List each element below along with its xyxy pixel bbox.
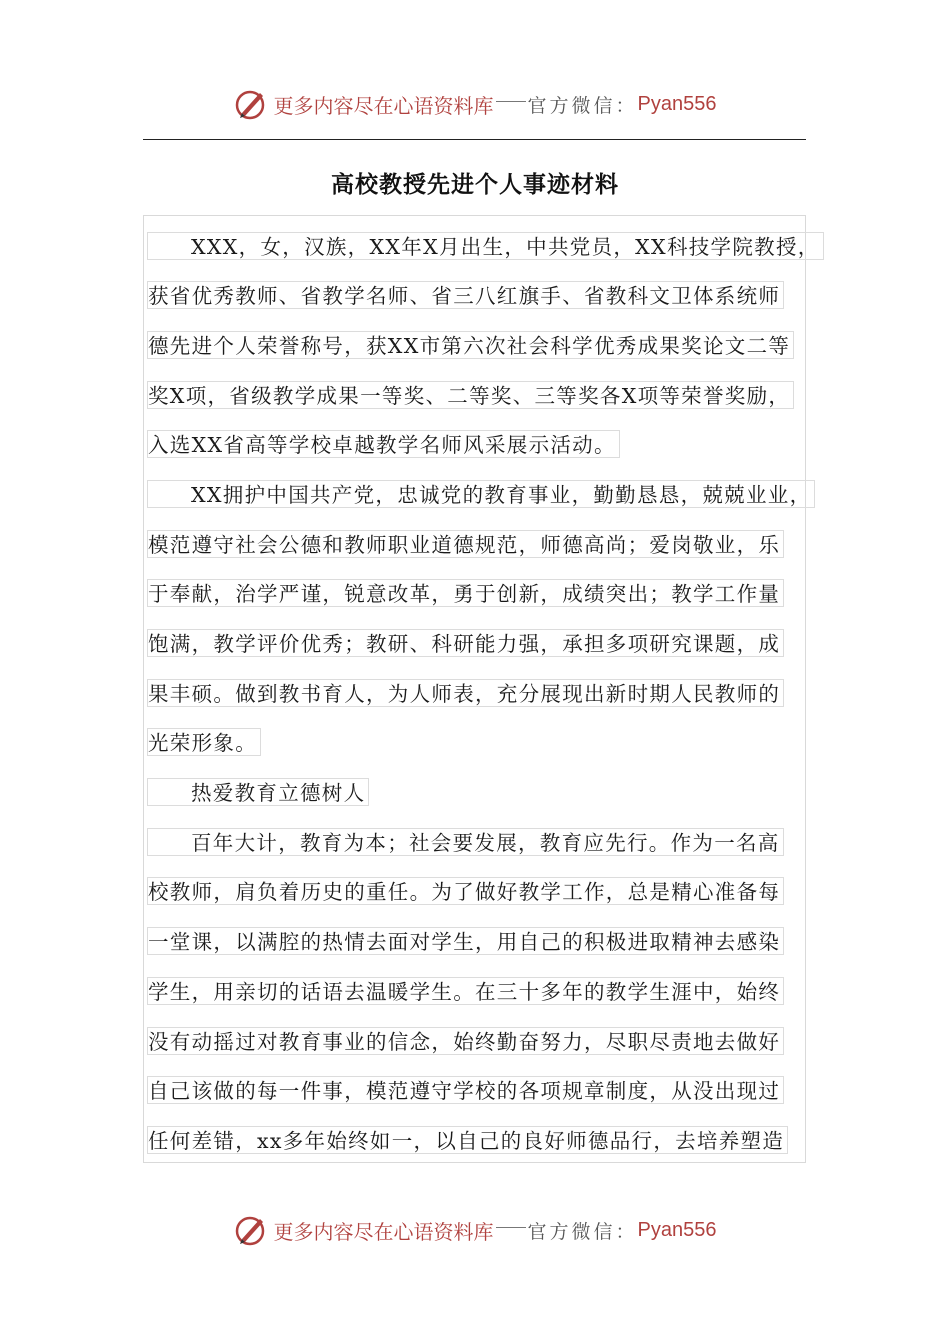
- banner-main-text: 更多内容尽在心语资料库: [273, 93, 494, 118]
- text-line-content: 光荣形象。: [147, 728, 261, 756]
- banner-wechat-id: Pyan556: [637, 1218, 717, 1241]
- text-line: [147, 667, 817, 717]
- footer-banner: [0, 1210, 950, 1250]
- header-divider: [143, 139, 806, 140]
- text-line-content: 没有动摇过对教育事业的信念，始终勤奋努力，尽职尽责地去做好: [147, 1027, 784, 1055]
- text-line: [147, 916, 817, 966]
- text-line-content: 一堂课，以满腔的热情去面对学生，用自己的积极进取精神去感染: [147, 927, 784, 955]
- document-title: 高校教授先进个人事迹材料: [331, 171, 619, 198]
- text-line-content: 百年大计，教育为本；社会要发展，教育应先行。作为一名高: [147, 828, 784, 856]
- text-line-content: 入选XX省高等学校卓越教学名师风采展示活动。: [147, 430, 620, 458]
- text-line-content: 果丰硕。做到教书育人，为人师表，充分展现出新时期人民教师的: [147, 679, 784, 707]
- text-line: [147, 965, 817, 1015]
- banner-separator: [496, 101, 526, 102]
- banner-separator: [496, 1227, 526, 1228]
- pen-logo-icon: [234, 1213, 268, 1247]
- text-line: [147, 1114, 817, 1164]
- banner-wechat-id: Pyan556: [637, 92, 717, 115]
- banner-main-text: 更多内容尽在心语资料库: [273, 1219, 494, 1244]
- text-line: [147, 518, 817, 568]
- text-line: [147, 220, 820, 270]
- text-line-content: 自己该做的每一件事，模范遵守学校的各项规章制度，从没出现过: [147, 1076, 784, 1104]
- text-line-content: 模范遵守社会公德和教师职业道德规范，师德高尚；爱岗敬业，乐: [147, 530, 784, 558]
- text-line: [147, 319, 817, 369]
- text-line-content: 任何差错，xx多年始终如一，以自己的良好师德品行，去培养塑造: [147, 1126, 788, 1154]
- text-line: [147, 369, 817, 419]
- text-line-content: 热爱教育立德树人: [147, 778, 369, 806]
- text-line: [147, 618, 817, 668]
- text-line-content: 校教师，肩负着历史的重任。为了做好教学工作，总是精心准备每: [147, 877, 784, 905]
- document-body: [147, 220, 820, 1164]
- text-line-content: 于奉献，治学严谨，锐意改革，勇于创新，成绩突出；教学工作量: [147, 579, 784, 607]
- text-line-content: 学生，用亲切的话语去温暖学生。在三十多年的教学生涯中，始终: [147, 977, 784, 1005]
- banner-sub-text: 官方微信：: [527, 1220, 638, 1243]
- text-line: [147, 568, 817, 618]
- text-line: [147, 1015, 817, 1065]
- text-line-content: 饱满，教学评价优秀；教研、科研能力强，承担多项研究课题，成: [147, 629, 784, 657]
- text-line: [147, 1065, 817, 1115]
- text-line: [147, 866, 817, 916]
- text-line-content: XX拥护中国共产党，忠诚党的教育事业，勤勤恳恳，兢兢业业，: [147, 480, 815, 508]
- text-line: [147, 767, 817, 817]
- text-line-content: 德先进个人荣誉称号，获XX市第六次社会科学优秀成果奖论文二等: [147, 331, 794, 359]
- text-line: [147, 270, 817, 320]
- text-line: [147, 468, 817, 518]
- header-banner: [0, 84, 950, 124]
- text-line: [147, 419, 817, 469]
- text-line-content: 获省优秀教师、省教学名师、省三八红旗手、省教科文卫体系统师: [147, 281, 784, 309]
- pen-logo-icon: [234, 87, 268, 121]
- text-line: [147, 717, 817, 767]
- banner-sub-text: 官方微信：: [527, 94, 638, 117]
- text-line-content: 奖X项，省级教学成果一等奖、二等奖、三等奖各X项等荣誉奖励，: [147, 381, 794, 409]
- text-line-content: XXX，女，汉族，XX年X月出生，中共党员，XX科技学院教授，: [147, 232, 824, 260]
- text-line: [147, 816, 817, 866]
